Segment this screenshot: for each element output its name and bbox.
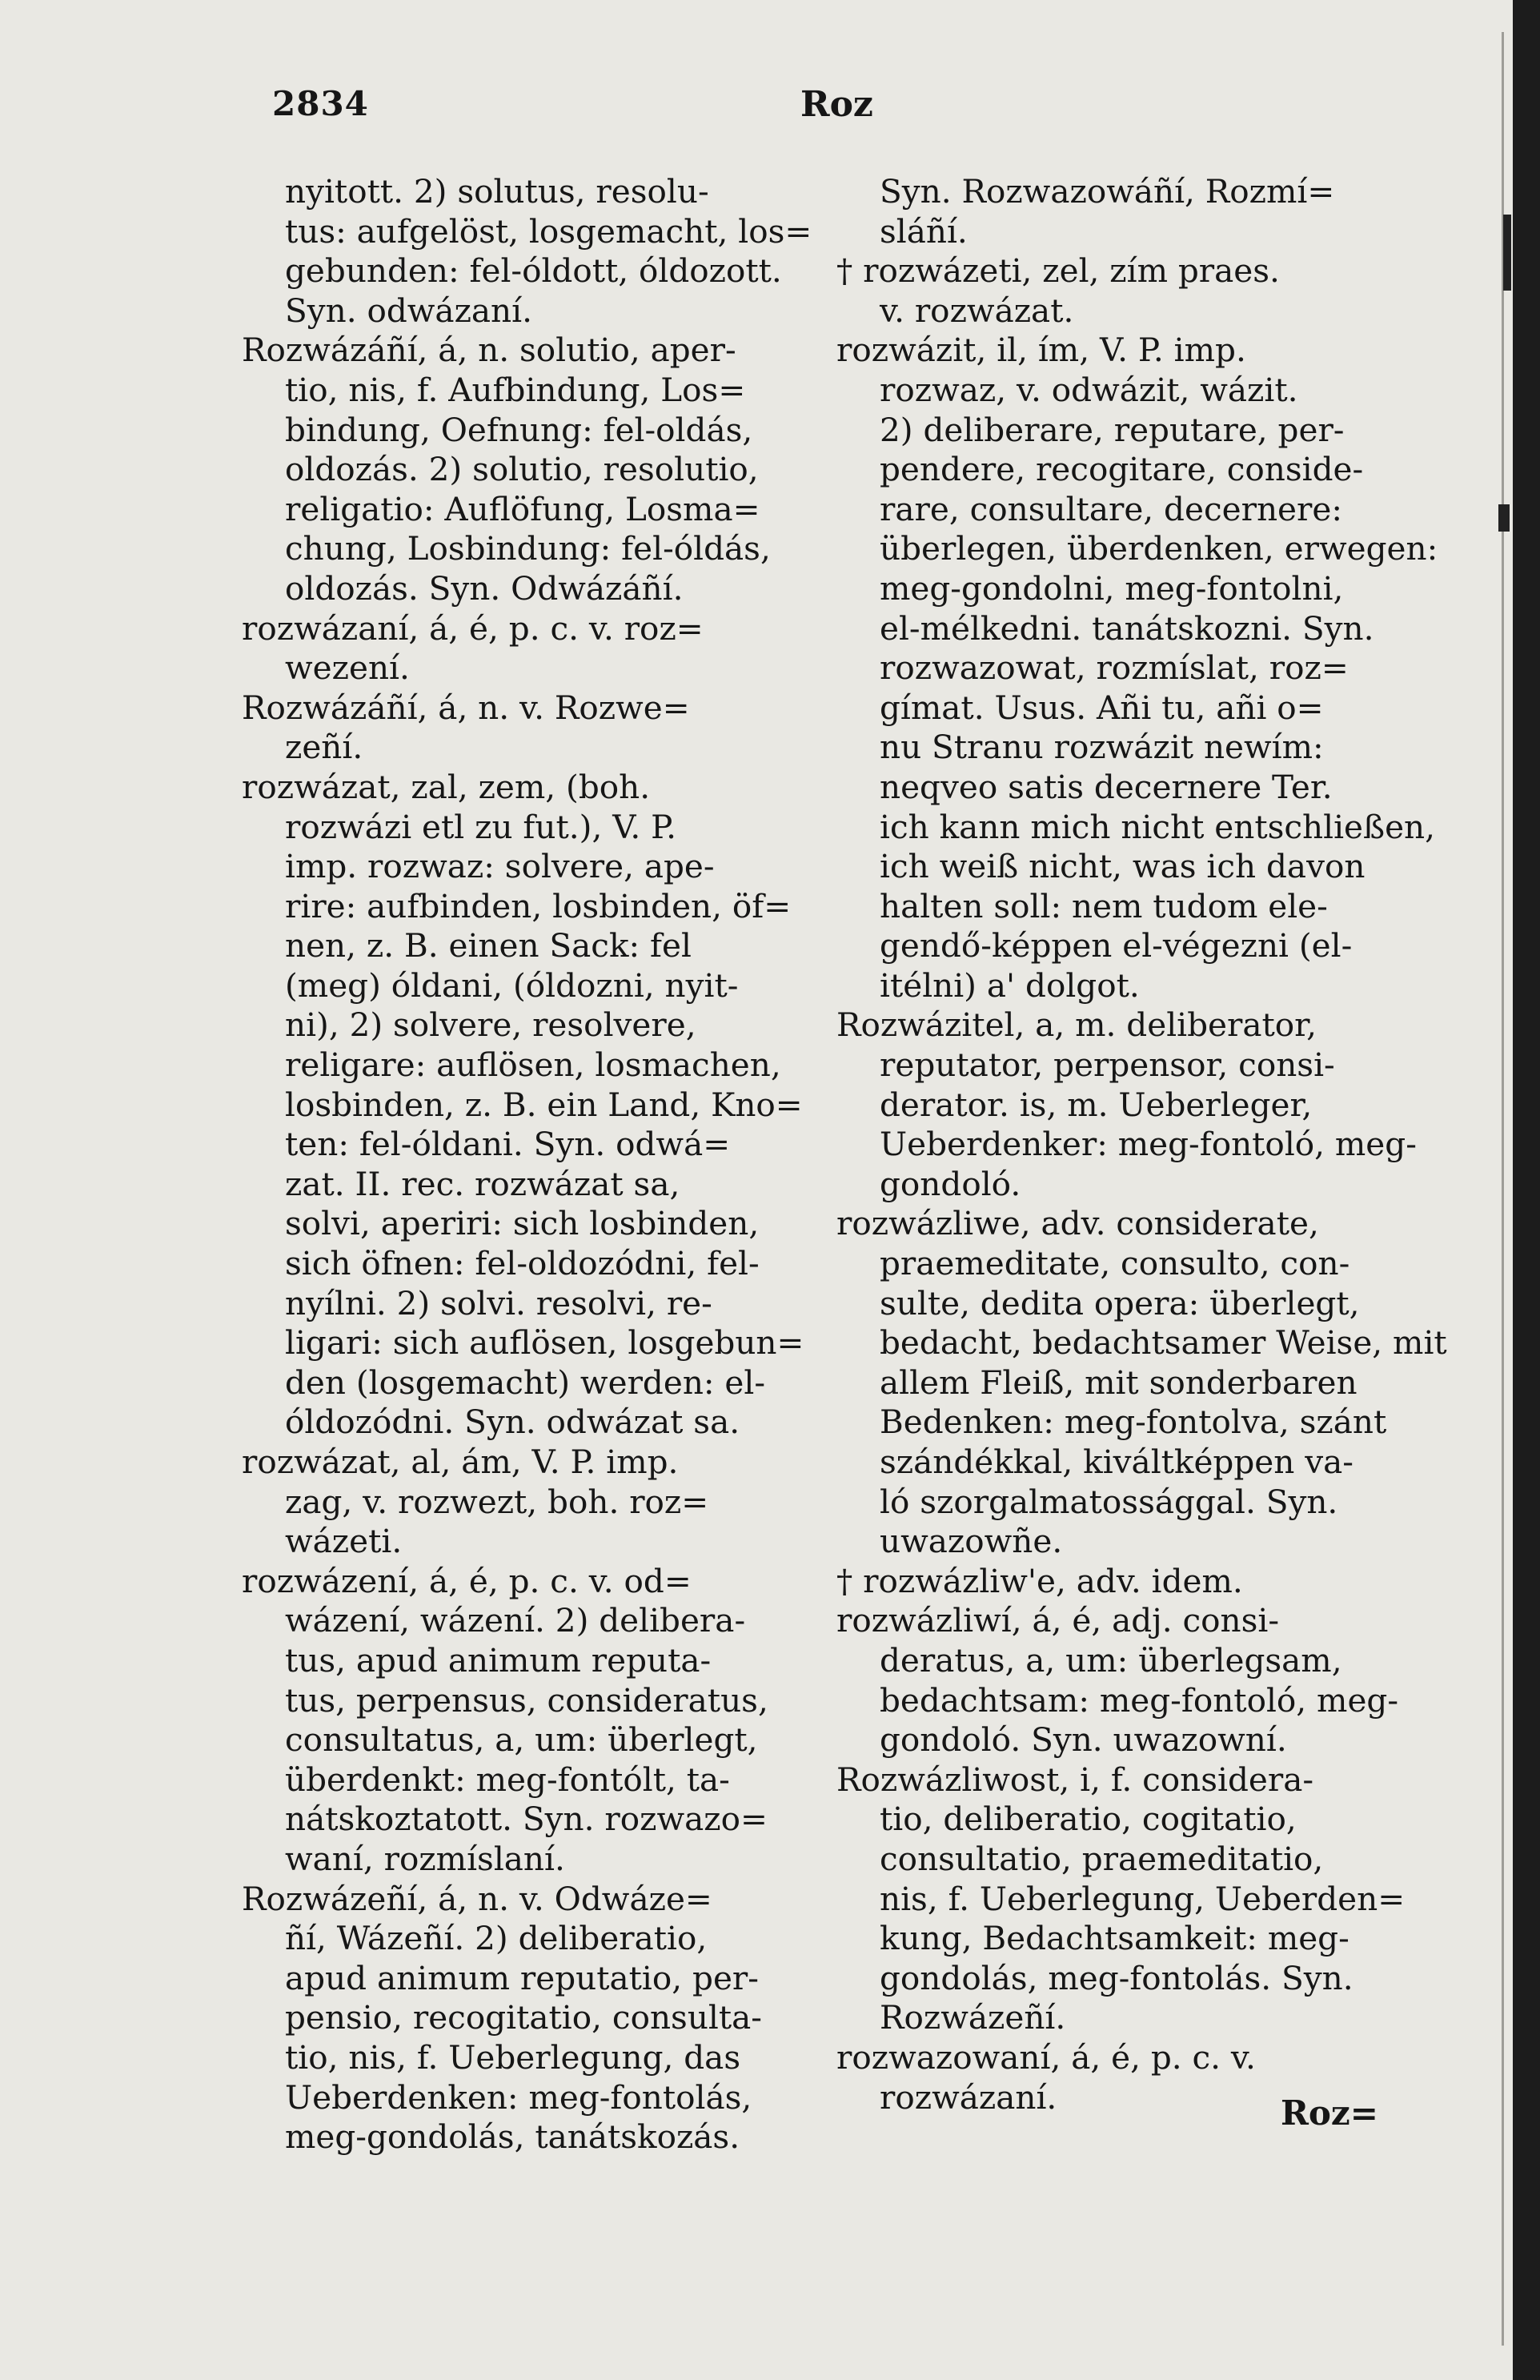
text-line: tus, apud animum reputa- xyxy=(285,1640,712,1680)
text-line: imp. rozwaz: solvere, ape- xyxy=(285,847,715,886)
text-line: tus: aufgelöst, losgemacht, los= xyxy=(285,211,812,251)
text-line: oldozás. Syn. Odwázáñí. xyxy=(285,568,684,608)
text-line: meg-gondolni, meg-fontolni, xyxy=(880,568,1344,608)
page-header xyxy=(272,84,1417,140)
text-line: bedachtsam: meg-fontoló, meg- xyxy=(880,1680,1399,1720)
text-line: Rozwázeñí, á, n. v. Odwáze= xyxy=(242,1879,712,1918)
text-line: rozwázat, al, ám, V. P. imp. xyxy=(242,1443,679,1481)
text-line: consultatio, praemeditatio, xyxy=(880,1839,1324,1878)
text-line: überlegen, überdenken, erwegen: xyxy=(880,529,1438,568)
text-line: rozwazowaní, á, é, p. c. v. xyxy=(836,2037,1256,2077)
scan-border xyxy=(1513,0,1540,2380)
text-line: Rozwázitel, a, m. deliberator, xyxy=(836,1005,1317,1045)
edge-mark xyxy=(1503,215,1511,291)
text-line: überdenkt: meg-fontólt, ta- xyxy=(285,1760,730,1799)
text-line: tio, nis, f. Ueberlegung, das xyxy=(285,2037,741,2077)
text-line: Ueberdenken: meg-fontolás, xyxy=(285,2077,752,2117)
text-line: religare: auflösen, losmachen, xyxy=(285,1046,781,1085)
text-line: gímat. Usus. Añi tu, añi o= xyxy=(880,688,1324,727)
text-line: apud animum reputatio, per- xyxy=(285,1958,759,1997)
text-line: ten: fel-óldani. Syn. odwá= xyxy=(285,1125,731,1164)
text-line: wázeti. xyxy=(285,1522,403,1561)
text-line: rare, consultare, decernere: xyxy=(880,489,1342,528)
running-head: Roz xyxy=(800,84,873,125)
text-line: nyílni. 2) solvi. resolvi, re- xyxy=(285,1283,712,1322)
text-line: zeñí. xyxy=(285,728,363,767)
text-line: rozwázat, zal, zem, (boh. xyxy=(242,767,651,806)
text-line: rozwázaní, á, é, p. c. v. roz= xyxy=(242,608,704,648)
text-line: v. rozwázat. xyxy=(880,291,1074,330)
text-line: consultatus, a, um: überlegt, xyxy=(285,1720,758,1760)
text-line: (meg) óldani, (óldozni, nyit- xyxy=(285,965,739,1005)
text-line: solvi, aperiri: sich losbinden, xyxy=(285,1204,760,1243)
text-line: tio, nis, f. Aufbindung, Los= xyxy=(285,370,746,409)
text-line: † rozwázeti, zel, zím praes. xyxy=(836,251,1280,291)
text-line: neqveo satis decernere Ter. xyxy=(880,767,1333,806)
text-line: óldozódni. Syn. odwázat sa. xyxy=(285,1403,740,1442)
text-line: † rozwázliw'e, adv. idem. xyxy=(836,1561,1243,1600)
text-line: Syn. odwázaní. xyxy=(285,291,532,330)
text-line: ló szorgalmatossággal. Syn. xyxy=(880,1482,1338,1521)
text-line: gondoló. xyxy=(880,1164,1021,1203)
text-line: gondoló. Syn. uwazowní. xyxy=(880,1720,1287,1760)
text-line: ich kann mich nicht entschließen, xyxy=(880,807,1435,846)
text-line: 2) deliberare, reputare, per- xyxy=(880,410,1345,449)
text-line: deratus, a, um: überlegsam, xyxy=(880,1640,1342,1680)
text-line: rozwazowat, rozmíslat, roz= xyxy=(880,648,1349,688)
text-line: rozwázaní. xyxy=(880,2077,1057,2117)
text-line: gebunden: fel-óldott, óldozott. xyxy=(285,251,782,291)
text-line: den (losgemacht) werden: el- xyxy=(285,1363,766,1402)
text-line: Rozwázáñí, á, n. solutio, aper- xyxy=(242,331,736,370)
text-line: pensio, recogitatio, consulta- xyxy=(285,1998,762,2037)
text-line: tus, perpensus, consideratus, xyxy=(285,1680,768,1720)
text-line: nyitott. 2) solutus, resolu- xyxy=(285,172,709,211)
text-line: szándékkal, kiváltképpen va- xyxy=(880,1443,1354,1481)
left-column xyxy=(242,172,818,2157)
text-line: Rozwázáñí, á, n. v. Rozwe= xyxy=(242,688,690,727)
text-line: zat. II. rec. rozwázat sa, xyxy=(285,1164,680,1203)
text-line: halten soll: nem tudom ele- xyxy=(880,886,1328,925)
text-line: gendő-képpen el-végezni (el- xyxy=(880,926,1353,965)
text-line: chung, Losbindung: fel-óldás, xyxy=(285,529,771,568)
text-line: waní, rozmíslaní. xyxy=(285,1839,565,1878)
text-line: meg-gondolás, tanátskozás. xyxy=(285,2117,740,2157)
text-line: rozwázení, á, é, p. c. v. od= xyxy=(242,1561,692,1600)
catchword: Roz= xyxy=(1281,2093,1378,2133)
text-line: rozwázliwí, á, é, adj. consi- xyxy=(836,1601,1280,1640)
text-line: bindung, Oefnung: fel-oldás, xyxy=(285,410,753,449)
text-line: derator. is, m. Ueberleger, xyxy=(880,1085,1313,1124)
text-line: ich weiß nicht, was ich davon xyxy=(880,847,1366,886)
text-line: pendere, recogitare, conside- xyxy=(880,450,1364,489)
text-line: ligari: sich auflösen, losgebun= xyxy=(285,1323,804,1363)
text-line: oldozás. 2) solutio, resolutio, xyxy=(285,450,759,489)
text-line: rozwázit, il, ím, V. P. imp. xyxy=(836,331,1246,370)
text-line: nátskoztatott. Syn. rozwazo= xyxy=(285,1800,768,1839)
text-line: rozwázi etl zu fut.), V. P. xyxy=(285,807,677,846)
text-line: kung, Bedachtsamkeit: meg- xyxy=(880,1919,1350,1958)
text-line: losbinden, z. B. ein Land, Kno= xyxy=(285,1085,803,1124)
text-line: rire: aufbinden, losbinden, öf= xyxy=(285,886,792,925)
text-line: rozwaz, v. odwázit, wázit. xyxy=(880,370,1298,409)
text-line: rozwázliwe, adv. considerate, xyxy=(836,1204,1319,1243)
text-line: zag, v. rozwezt, boh. roz= xyxy=(285,1482,709,1521)
text-line: tio, deliberatio, cogitatio, xyxy=(880,1800,1297,1839)
text-line: sich öfnen: fel-oldozódni, fel- xyxy=(285,1244,760,1283)
text-line: ni), 2) solvere, resolvere, xyxy=(285,1005,696,1045)
text-line: nu Stranu rozwázit newím: xyxy=(880,728,1324,767)
edge-mark xyxy=(1498,504,1510,532)
text-line: nis, f. Ueberlegung, Ueberden= xyxy=(880,1879,1406,1918)
text-line: sulte, dedita opera: überlegt, xyxy=(880,1283,1360,1322)
text-line: Rozwázeñí. xyxy=(880,1998,1066,2037)
text-line: Rozwázliwost, i, f. considera- xyxy=(836,1760,1314,1799)
text-line: itélni) a' dolgot. xyxy=(880,965,1140,1005)
text-line: Syn. Rozwazowáñí, Rozmí= xyxy=(880,172,1335,211)
text-line: uwazowñe. xyxy=(880,1522,1063,1561)
text-line: allem Fleiß, mit sonderbaren xyxy=(880,1363,1358,1402)
text-line: reputator, perpensor, consi- xyxy=(880,1046,1335,1085)
text-line: wezení. xyxy=(285,648,410,688)
text-line: sláñí. xyxy=(880,211,968,251)
right-column xyxy=(836,172,1447,2117)
text-line: praemeditate, consulto, con- xyxy=(880,1244,1350,1283)
page-edge-shadow xyxy=(1502,32,1504,2346)
text-line: gondolás, meg-fontolás. Syn. xyxy=(880,1958,1354,1997)
text-line: wázení, wázení. 2) delibera- xyxy=(285,1601,746,1640)
text-line: nen, z. B. einen Sack: fel xyxy=(285,926,692,965)
text-line: el-mélkedni. tanátskozni. Syn. xyxy=(880,608,1374,648)
text-line: Bedenken: meg-fontolva, szánt xyxy=(880,1403,1387,1442)
text-line: ñí, Wázeñí. 2) deliberatio, xyxy=(285,1919,708,1958)
page-number: 2834 xyxy=(272,84,369,123)
text-line: Ueberdenker: meg-fontoló, meg- xyxy=(880,1125,1417,1164)
text-line: religatio: Auflöfung, Losma= xyxy=(285,489,760,528)
text-line: bedacht, bedachtsamer Weise, mit xyxy=(880,1323,1447,1363)
